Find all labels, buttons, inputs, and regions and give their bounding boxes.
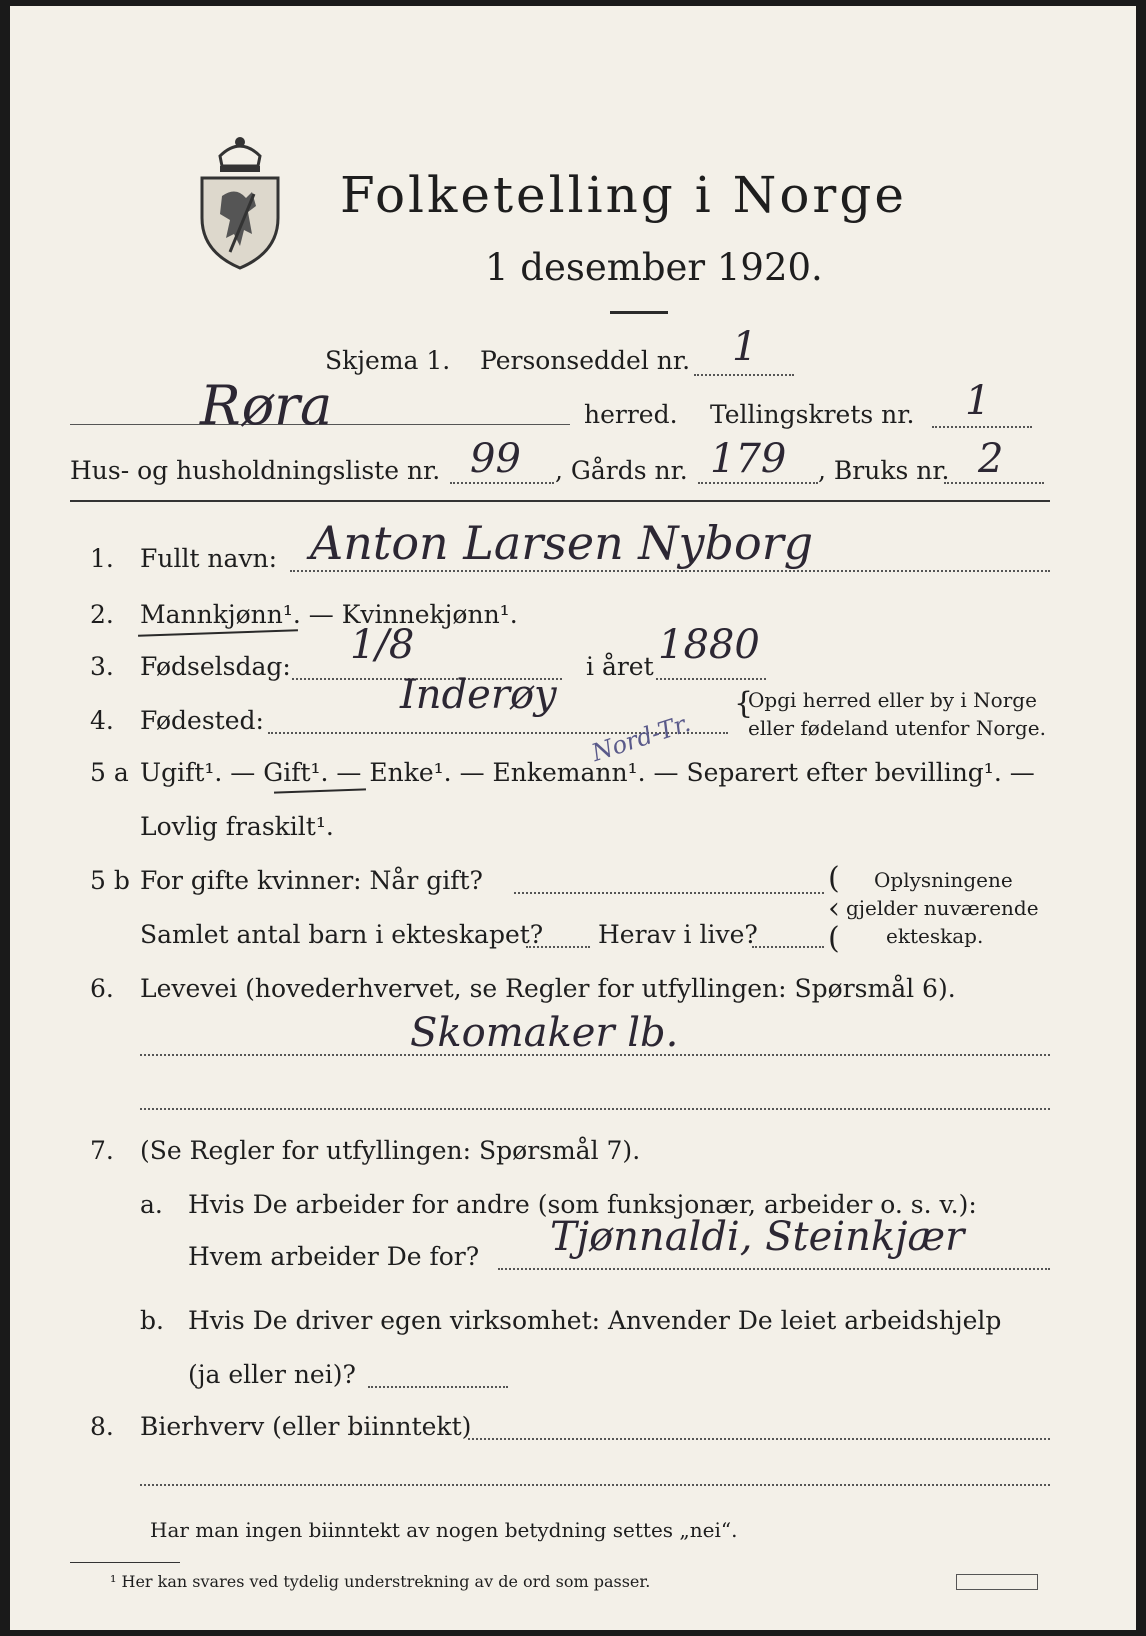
q8-label: Bierhverv (eller biinntekt) — [140, 1412, 472, 1441]
hus-field[interactable] — [450, 482, 554, 484]
personseddel-value: 1 — [732, 324, 758, 370]
hus-value: 99 — [470, 436, 521, 482]
form-subtitle: 1 desember 1920. — [485, 246, 823, 289]
occupation-field-line2[interactable] — [140, 1108, 1050, 1110]
herred-value: Røra — [200, 374, 333, 437]
q7a-line2: Hvem arbeider De for? — [188, 1242, 480, 1271]
footnote-rule — [70, 1562, 180, 1563]
bruks-label: , Bruks nr. — [818, 456, 950, 485]
gift-underline — [274, 788, 366, 793]
q4-label: Fødested: — [140, 706, 264, 735]
tellingskrets-label: Tellingskrets nr. — [710, 400, 915, 429]
gards-value: 179 — [710, 436, 787, 482]
birthyear-field[interactable] — [656, 678, 766, 680]
birthplace-annotation: Nord-Tr. — [588, 708, 694, 768]
q4-number: 4. — [90, 706, 114, 735]
form-title: Folketelling i Norge — [340, 166, 907, 224]
q2-label: Mannkjønn¹. — Kvinnekjønn¹. — [140, 600, 518, 629]
gards-field[interactable] — [698, 482, 818, 484]
birthplace-value: Inderøy — [400, 672, 557, 718]
norway-coat-of-arms-icon — [190, 134, 290, 272]
q7-label: (Se Regler for utfyllingen: Spørsmål 7). — [140, 1136, 641, 1165]
q2-number: 2. — [90, 600, 114, 629]
q6-number: 6. — [90, 974, 114, 1003]
employer-value: Tjønnaldi, Steinkjær — [550, 1214, 965, 1260]
title-divider — [610, 311, 668, 314]
q5b-note-line2: gjelder nuværende — [846, 896, 1039, 920]
q1-number: 1. — [90, 544, 114, 573]
footer-note: Har man ingen biinntekt av nogen betydning settes „nei“. — [150, 1518, 738, 1542]
full-name-value: Anton Larsen Nyborg — [310, 516, 814, 570]
q5b-brace: ( ‹ ( — [828, 861, 840, 956]
q5b-number: 5 b — [90, 866, 130, 895]
q5b-line2b: Herav i live? — [598, 920, 758, 949]
q7a-letter: a. — [140, 1190, 163, 1219]
tellingskrets-value: 1 — [965, 378, 991, 424]
q7a-line1: Hvis De arbeider for andre (som funksjonær, arbeider o. s. v.): — [188, 1190, 977, 1219]
personseddel-field[interactable] — [694, 374, 794, 376]
q4-note-line2: eller fødeland utenfor Norge. — [748, 716, 1046, 740]
tellingskrets-field[interactable] — [932, 426, 1032, 428]
occupation-field-line1[interactable] — [140, 1054, 1050, 1056]
children-alive-field[interactable] — [752, 946, 824, 948]
personseddel-label: Personseddel nr. — [480, 346, 691, 375]
occupation-value: Skomaker lb. — [410, 1010, 679, 1056]
q3-label: Fødselsdag: — [140, 652, 291, 681]
birthyear-value: 1880 — [658, 622, 760, 668]
q5b-line2a: Samlet antal barn i ekteskapet? — [140, 920, 544, 949]
q5a-line2: Lovlig fraskilt¹. — [140, 812, 334, 841]
side-income-field[interactable] — [468, 1438, 1050, 1440]
q5b-line1: For gifte kvinner: Når gift? — [140, 866, 483, 895]
q4-note-line1: Opgi herred eller by i Norge — [748, 688, 1037, 712]
side-income-field-line2[interactable] — [140, 1484, 1050, 1486]
census-form — [10, 6, 1136, 1630]
q5a-number: 5 a — [90, 758, 129, 787]
q3-number: 3. — [90, 652, 114, 681]
hired-help-field[interactable] — [368, 1386, 508, 1388]
herred-label: herred. — [584, 400, 678, 429]
q7b-line2: (ja eller nei)? — [188, 1360, 356, 1389]
children-count-field[interactable] — [526, 946, 590, 948]
q5b-note-line3: ekteskap. — [886, 924, 984, 948]
hus-label: Hus- og husholdningsliste nr. — [70, 456, 441, 485]
footnote: ¹ Her kan svares ved tydelig understrekning av de ord som passer. — [110, 1572, 651, 1591]
q8-number: 8. — [90, 1412, 114, 1441]
q4-brace: { — [734, 686, 754, 721]
q5a-line1: Ugift¹. — Gift¹. — Enke¹. — Enkemann¹. — Separert efter bevilling¹. — — [140, 758, 1035, 787]
q7-number: 7. — [90, 1136, 114, 1165]
skjema-label: Skjema 1. — [325, 346, 451, 375]
married-date-field[interactable] — [514, 892, 824, 894]
section-divider — [70, 500, 1050, 502]
q7b-letter: b. — [140, 1306, 164, 1335]
q6-label: Levevei (hovederhvervet, se Regler for utfyllingen: Spørsmål 6). — [140, 974, 956, 1003]
bruks-value: 2 — [978, 436, 1004, 482]
birthdate-value: 1/8 — [350, 622, 415, 668]
year-label: i året — [586, 652, 654, 681]
mannkjonn-underline — [138, 629, 298, 637]
printer-mark — [956, 1574, 1038, 1590]
full-name-field[interactable] — [290, 570, 1050, 572]
bruks-field[interactable] — [944, 482, 1044, 484]
q5b-note-line1: Oplysningene — [874, 868, 1013, 892]
q1-label: Fullt navn: — [140, 544, 278, 573]
gards-label: , Gårds nr. — [555, 456, 688, 485]
employer-field[interactable] — [498, 1268, 1050, 1270]
q7b-line1: Hvis De driver egen virksomhet: Anvender De leiet arbeidshjelp — [188, 1306, 1002, 1335]
